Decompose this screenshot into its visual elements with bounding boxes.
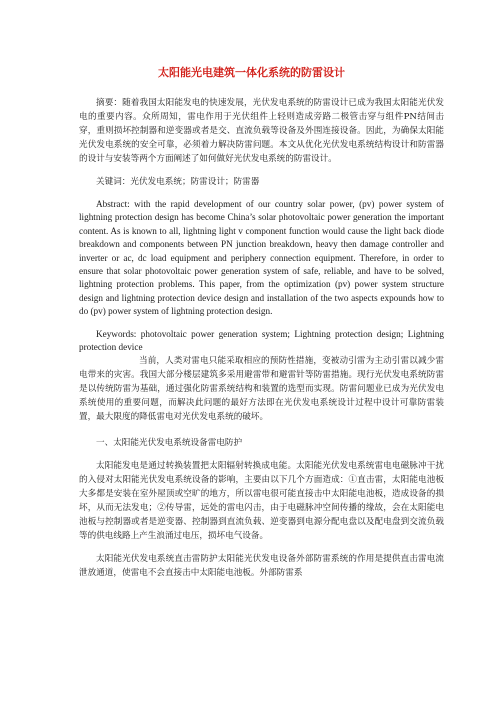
- section-paragraph-1: 太阳能发电是通过转换装置把太阳辐射转换成电能。太阳能光伏发电系统雷电电磁脉冲干扰的入侵对太阳能光伏发电系统设备的影响，主要由以下几个方面造成：①直击雷，太阳能电池板大多都是安装在室外屋顶或空旷的地方，所以雷电很可能直接击中太阳能电池板，造成设备的损坏，从而无法发电；②传导雷，远处的雷电闪击，由于电磁脉冲空间传播的缘故，会在太阳能电池板与控制器或者是逆变器、控制器到直流负载、逆变器到电源分配电盘以及配电盘到交流负载等的供电线路上产生浪涌过电压，损坏电气设备。: [79, 461, 444, 542]
- section-heading: 一、太阳能光伏发电系统设备雷电防护: [96, 438, 243, 449]
- english-keywords: Keywords: photovoltaic power generation system; Lightning protection design; Lightning protection device: [79, 328, 444, 353]
- paper-title: 太阳能光电建筑一体化系统的防雷设计: [158, 66, 345, 79]
- chinese-keywords: 关键词：光伏发电系统；防雷设计；防雷器: [96, 177, 260, 187]
- introduction-paragraph: 当前，人类对雷电只能采取相应的预防性措施，变被动引雷为主动引雷以减少雷电带来的灾害。我国大部分楼层建筑多采用避雷带和避雷针等防雷措施。现行光伏发电系统防雷是以传统防雷为基础，通过强化防雷系统结构和装置的选型而实现。防雷问题业已成为光伏发电系统使用的重要问题，而解决此问题的最好方法即在光伏发电系统设计过程中设计可靠防雷装置，最大限度的降低雷电对光伏发电系统的破坏。: [79, 356, 444, 423]
- section-paragraph-2: 太阳能光伏发电系统直击雷防护太阳能光伏发电设备外部防雷系统的作用是提供直击雷电流泄放通道，使雷电不会直接击中太阳能电池板。外部防雷系: [79, 554, 444, 579]
- english-abstract: Abstract: with the rapid development of our country solar power, (pv) power system of lightning protection design has become China’s solar photovoltaic power generation the important content. As is known to all, lightning light v component function would cause the light back diode breakdown and components between PN junction breakdown, heavy then damage controller and inverter or ac, dc load equipment and periphery connection equipment. Therefore, in order to ensure that solar photovoltaic power generation system of safe, reliable, and have to be solved, lightning protection problems. This paper, from the optimization (pv) power system structure design and lightning protection device design and installation of the two aspects expounds how to do (pv) power system of lightning protection design.: [79, 199, 444, 317]
- chinese-abstract: 摘要：随着我国太阳能发电的快速发展，光伏发电系统的防雷设计已成为我国太阳能光伏发电的重要内容。众所周知，雷电作用于光伏组件上轻则造成旁路二极管击穿与组件PN结间击穿，重则损坏控制器和逆变器或者是交、直流负载等设备及外围连接设备。因此，为确保太阳能光伏发电系统的安全可靠，必须着力解决防雷问题。本文从优化光伏发电系统结构设计和防雷器的设计与安装等两个方面阐述了如何做好光伏发电系统的防雷设计。: [79, 98, 444, 164]
